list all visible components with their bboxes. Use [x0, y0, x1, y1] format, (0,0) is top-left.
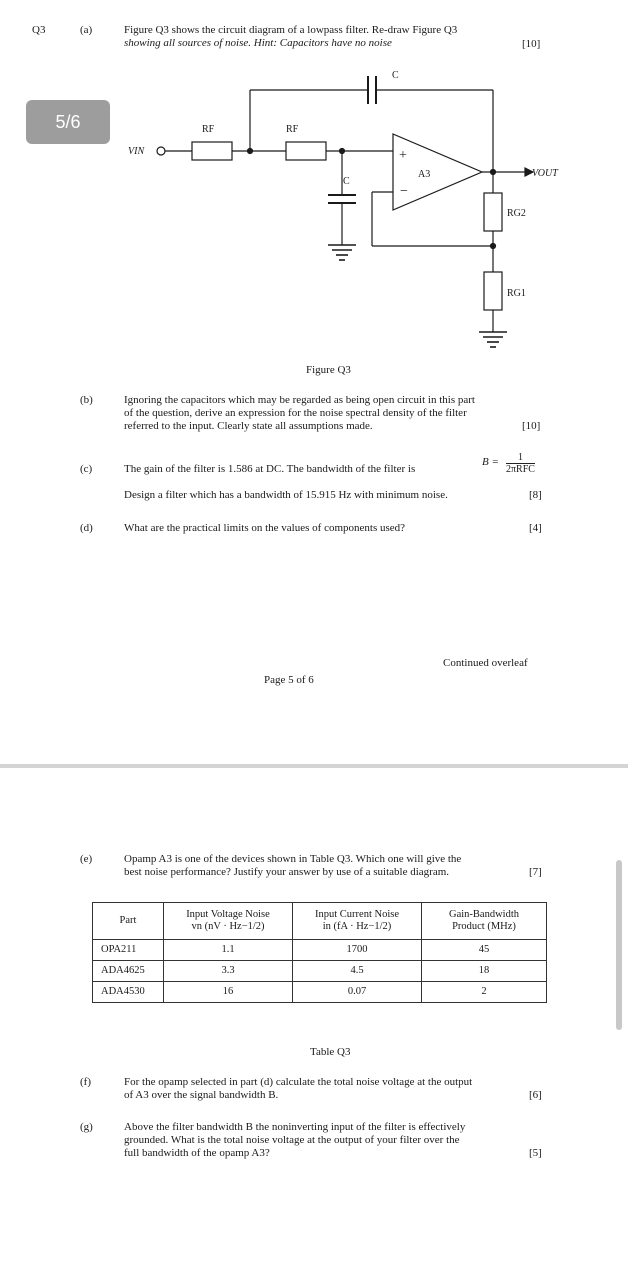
resistor-rg1 — [484, 272, 502, 310]
header-current-noise-title: Input Current Noise — [315, 909, 399, 920]
part-c-label: (c) — [80, 463, 93, 475]
cell-vn: 16 — [164, 982, 293, 1003]
cell-gbw: 45 — [422, 940, 547, 961]
cell-in: 1700 — [293, 940, 422, 961]
cell-part: ADA4625 — [93, 961, 164, 982]
part-b-line1: Ignoring the capacitors which may be regarded as being open circuit in this part — [124, 394, 475, 406]
resistor-rf1 — [192, 142, 232, 160]
rg1-label: RG1 — [507, 288, 526, 299]
figure-caption: Figure Q3 — [306, 364, 351, 376]
part-e-line1: Opamp A3 is one of the devices shown in Table Q3. Which one will give the — [124, 853, 462, 865]
cell-gbw: 2 — [422, 982, 547, 1003]
rf2-label: RF — [286, 124, 299, 135]
header-gbw — [422, 903, 547, 940]
vin-label: VIN — [128, 146, 145, 157]
rf1-label: RF — [202, 124, 215, 135]
cell-part: ADA4530 — [93, 982, 164, 1003]
table-header-row — [93, 903, 547, 940]
header-gbw-title: Gain-Bandwidth — [449, 909, 519, 920]
part-a-line2: showing all sources of noise. Hint: Capacitors have no noise — [124, 37, 392, 49]
part-c-marks: [8] — [529, 489, 542, 501]
table-row — [93, 940, 547, 961]
page-footer: Page 5 of 6 — [264, 674, 314, 686]
part-b-line2: of the question, derive an expression for the noise spectral density of the filter — [124, 407, 467, 419]
page-divider — [0, 764, 628, 768]
header-part: Part — [93, 903, 164, 940]
part-g-line2: grounded. What is the total noise voltage at the output of your filter over the — [124, 1134, 460, 1146]
part-c-line1: The gain of the filter is 1.586 at DC. The bandwidth of the filter is — [124, 463, 416, 475]
part-a-label: (a) — [80, 24, 93, 36]
table-caption: Table Q3 — [310, 1046, 351, 1058]
part-b-marks: [10] — [522, 420, 541, 432]
part-b-label: (b) — [80, 394, 93, 406]
vout-label: VOUT — [532, 168, 558, 179]
part-e-line2: best noise performance? Justify your answer by use of a suitable diagram. — [124, 866, 450, 878]
page-indicator-badge[interactable]: 5/6 — [26, 100, 110, 144]
cell-vn: 3.3 — [164, 961, 293, 982]
cap-top-label: C — [392, 70, 399, 81]
scrollbar-thumb[interactable] — [616, 860, 622, 1030]
opamp-label: A3 — [418, 169, 431, 180]
cap-ground-label: C — [343, 176, 350, 187]
part-c-formula — [506, 452, 535, 475]
part-g-line3: full bandwidth of the opamp A3? — [124, 1147, 270, 1159]
cell-part: OPA211 — [93, 940, 164, 961]
noise-table — [92, 902, 547, 1003]
part-g-label: (g) — [80, 1121, 93, 1133]
table-row — [93, 982, 547, 1003]
resistor-rf2 — [286, 142, 326, 160]
continued-overleaf: Continued overleaf — [443, 657, 528, 669]
part-b-line3: referred to the input. Clearly state all assumptions made. — [124, 420, 373, 432]
part-g-marks: [5] — [529, 1147, 542, 1159]
part-a-line1: Figure Q3 shows the circuit diagram of a lowpass filter. Re-draw Figure Q3 — [124, 24, 458, 36]
cell-in: 0.07 — [293, 982, 422, 1003]
header-current-noise-unit: in (fA · Hz−1/2) — [322, 921, 392, 932]
resistor-rg2 — [484, 193, 502, 231]
opamp-minus: − — [400, 184, 408, 199]
header-voltage-noise-unit: vn (nV · Hz−1/2) — [191, 921, 265, 932]
part-f-line1: For the opamp selected in part (d) calculate the total noise voltage at the output — [124, 1076, 473, 1088]
part-e-label: (e) — [80, 853, 93, 865]
part-c-line2: Design a filter which has a bandwidth of 15.915 Hz with minimum noise. — [124, 489, 448, 501]
header-current-noise — [293, 903, 422, 940]
cell-gbw: 18 — [422, 961, 547, 982]
vin-terminal — [157, 147, 165, 155]
cell-vn: 1.1 — [164, 940, 293, 961]
part-e-marks: [7] — [529, 866, 542, 878]
question-number: Q3 — [32, 24, 46, 36]
header-gbw-unit: Product (MHz) — [452, 921, 516, 932]
part-f-line2: of A3 over the signal bandwidth B. — [124, 1089, 279, 1101]
part-f-marks: [6] — [529, 1089, 542, 1101]
header-voltage-noise-title: Input Voltage Noise — [186, 909, 270, 920]
part-d-line1: What are the practical limits on the values of components used? — [124, 522, 406, 534]
formula-denominator: 2πRFC — [506, 464, 535, 475]
rg2-label: RG2 — [507, 208, 526, 219]
part-d-label: (d) — [80, 522, 93, 534]
table-row — [93, 961, 547, 982]
part-f-label: (f) — [80, 1076, 91, 1088]
part-c-formula-lhs: B = — [482, 456, 499, 468]
header-voltage-noise — [164, 903, 293, 940]
formula-numerator: 1 — [506, 452, 535, 464]
circuit-diagram — [110, 60, 580, 360]
cell-in: 4.5 — [293, 961, 422, 982]
part-g-line1: Above the filter bandwidth B the noninverting input of the filter is effectively — [124, 1121, 466, 1133]
part-d-marks: [4] — [529, 522, 542, 534]
part-a-marks: [10] — [522, 38, 541, 50]
opamp-plus: + — [399, 148, 407, 163]
